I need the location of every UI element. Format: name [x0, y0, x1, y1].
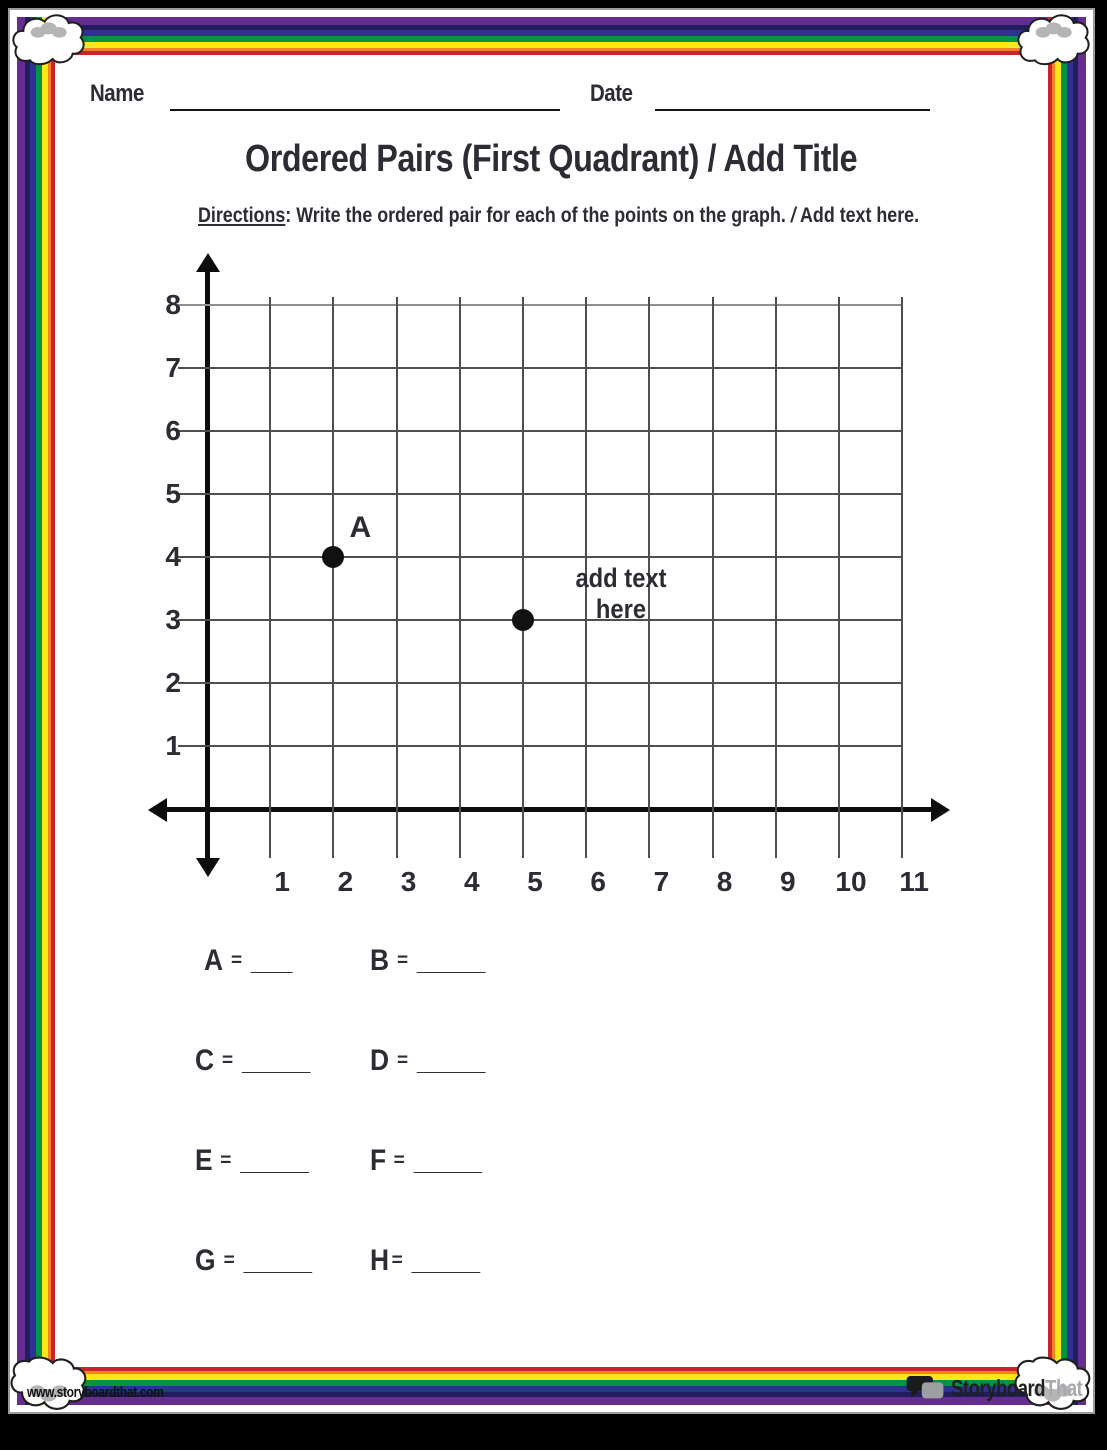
answer-equals: =	[391, 1250, 403, 1271]
answer-item	[195, 1144, 370, 1244]
gridline-horizontal	[178, 304, 901, 306]
gridline-vertical	[838, 297, 840, 858]
y-tick-label: 2	[165, 667, 181, 698]
answer-blank: ___	[251, 946, 292, 976]
x-axis-left-arrow-icon	[148, 798, 167, 822]
x-tick-label: 7	[653, 866, 670, 897]
answer-item	[195, 1244, 370, 1344]
answer-item	[370, 944, 590, 1044]
answer-letter: D	[370, 1044, 390, 1077]
date-label: Date	[590, 80, 633, 107]
gridline-horizontal	[178, 556, 901, 558]
answer-equals: =	[391, 950, 409, 971]
answer-letter: B	[370, 944, 390, 977]
y-tick-label: 1	[165, 730, 181, 761]
x-tick-label: 4	[464, 866, 480, 897]
answer-blank: _____	[243, 1246, 312, 1276]
gridline-vertical	[775, 297, 777, 858]
point-label: A	[349, 511, 372, 544]
answer-letter: F	[370, 1144, 387, 1177]
footer-url: www.storyboardthat.com	[27, 1384, 164, 1401]
brand-text-storyboard: Storyboard	[951, 1374, 1046, 1401]
answer-item	[370, 1144, 590, 1244]
rainbow-border-right	[1048, 17, 1086, 1405]
answer-blank: _____	[242, 1046, 310, 1076]
data-point	[322, 546, 344, 568]
answer-item	[370, 1044, 590, 1144]
answer-equals: =	[391, 1050, 409, 1071]
worksheet-page	[10, 10, 1093, 1412]
x-tick-label: 10	[835, 866, 867, 897]
brand-text-that: That	[1045, 1374, 1083, 1401]
rainbow-border-top	[17, 17, 1086, 55]
answer-list	[195, 944, 590, 1344]
x-axis-line	[166, 807, 932, 812]
y-tick-label: 8	[165, 289, 181, 320]
rainbow-border-left	[17, 17, 55, 1405]
answer-letter: A	[204, 944, 224, 977]
y-tick-label: 3	[165, 604, 181, 635]
gridline-vertical	[269, 297, 271, 858]
gridline-vertical	[459, 297, 461, 858]
speech-bubbles-icon	[905, 1372, 949, 1404]
gridline-horizontal	[178, 682, 901, 684]
directions-text[interactable]: Directions: Write the ordered pair for each of the points on the graph. / Add text here.	[198, 204, 920, 227]
answer-blank: _____	[413, 1146, 482, 1176]
gridline-vertical	[396, 297, 398, 858]
y-tick-label: 4	[165, 541, 181, 572]
data-point	[512, 609, 534, 631]
gridline-horizontal	[178, 367, 901, 369]
name-label: Name	[90, 80, 144, 107]
answer-blank: _____	[411, 1246, 480, 1276]
x-tick-label: 3	[400, 866, 417, 897]
directions-slash: /	[790, 204, 796, 227]
x-axis-right-arrow-icon	[931, 798, 950, 822]
answer-item	[204, 944, 370, 1044]
answer-item	[195, 1044, 370, 1144]
gridline-vertical	[522, 297, 524, 858]
gridline-vertical	[712, 297, 714, 858]
answer-letter: G	[195, 1244, 216, 1277]
gridline-horizontal	[178, 493, 901, 495]
answer-letter: H	[370, 1244, 390, 1277]
y-axis-up-arrow-icon	[196, 253, 220, 272]
gridline-horizontal	[178, 745, 901, 747]
x-tick-label: 11	[899, 866, 929, 897]
x-tick-label: 8	[716, 866, 733, 897]
answer-item	[370, 1244, 590, 1344]
answer-blank: _____	[417, 946, 485, 976]
answer-equals: =	[225, 950, 243, 971]
answer-blank: _____	[240, 1146, 308, 1176]
storyboardthat-logo	[905, 1372, 1107, 1404]
y-tick-label: 7	[165, 352, 181, 383]
x-tick-label: 5	[527, 866, 543, 897]
y-tick-label: 5	[165, 478, 181, 509]
y-tick-label: 6	[165, 415, 181, 446]
gridline-horizontal	[178, 619, 901, 621]
point-label[interactable]: add text here	[575, 563, 667, 624]
directions-label: Directions	[198, 204, 286, 227]
gridline-horizontal	[178, 430, 901, 432]
x-tick-label: 1	[274, 866, 290, 897]
gridline-vertical	[901, 297, 903, 858]
x-tick-label: 9	[780, 866, 796, 897]
cloud-icon-top-right	[1015, 11, 1095, 67]
answer-equals: =	[218, 1250, 235, 1271]
page-title[interactable]: Ordered Pairs (First Quadrant) / Add Title	[245, 138, 858, 180]
x-tick-label: 6	[590, 866, 606, 897]
x-tick-label: 2	[337, 866, 354, 897]
answer-blank: _____	[417, 1046, 485, 1076]
y-axis-down-arrow-icon	[196, 858, 220, 877]
answer-equals: =	[215, 1150, 232, 1171]
gridline-vertical	[332, 297, 334, 858]
answer-letter: E	[195, 1144, 213, 1177]
answer-equals: =	[388, 1150, 405, 1171]
y-axis-line	[205, 270, 210, 860]
cloud-icon-top-left	[10, 11, 90, 67]
answer-equals: =	[216, 1050, 234, 1071]
answer-letter: C	[195, 1044, 215, 1077]
